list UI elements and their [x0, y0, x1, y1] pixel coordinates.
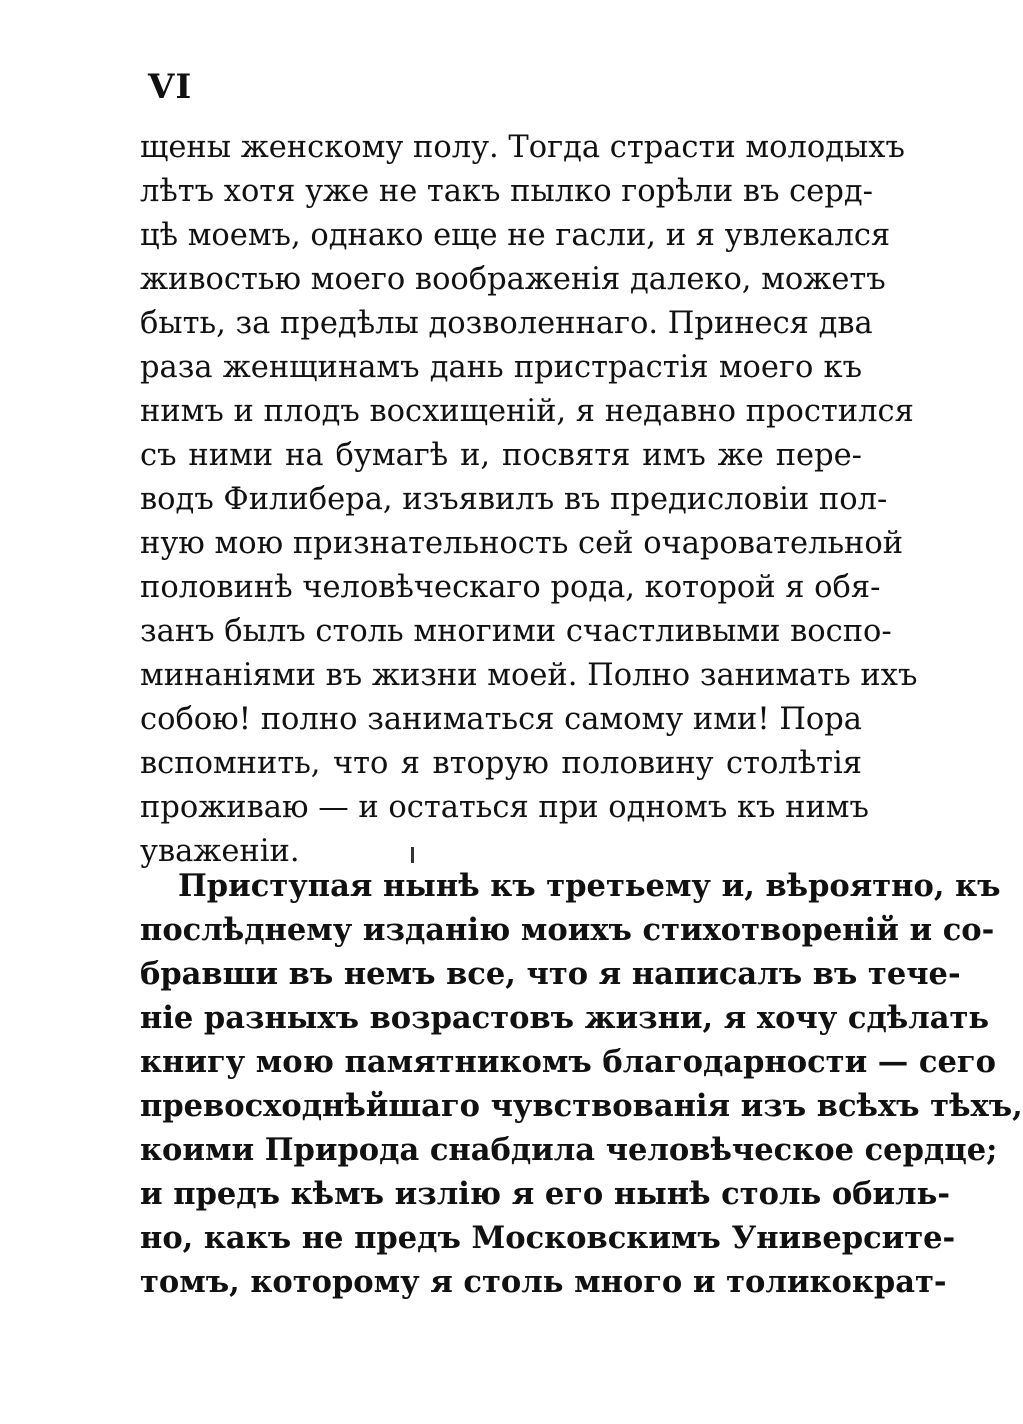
text-line: вспомнить, что я вторую половину столѣтія	[140, 746, 862, 781]
text-line: водъ Филибера, изъявилъ въ предисловіи пол-	[140, 482, 888, 517]
print-mark	[411, 847, 414, 863]
page-number: VI	[148, 67, 193, 107]
text-line: ную мою признательность сей очаровательной	[140, 526, 904, 561]
text-line: коими Природа снабдила человѣческое сердце;	[140, 1132, 998, 1168]
paragraph-1	[140, 126, 918, 874]
text-line: съ ними на бумагѣ и, посвятя имъ же пере-	[140, 438, 862, 473]
text-line: бравши въ немъ все, что я написалъ въ тече-	[140, 956, 961, 992]
text-line: нимъ и плодъ восхищеній, я недавно простился	[140, 394, 914, 429]
text-line: цѣ моемъ, однако еще не гасли, и я увлекался	[140, 218, 891, 253]
text-line: послѣднему изданію моихъ стихотвореній и со-	[140, 912, 995, 948]
text-line: лѣтъ хотя уже не такъ пылко горѣли въ серд-	[140, 174, 873, 209]
text-line: томъ, которому я столь много и толикократ-	[140, 1264, 947, 1300]
text-line: уваженіи.	[140, 834, 300, 869]
text-line: щены женскому полу. Тогда страсти молодыхъ	[140, 130, 905, 165]
text-line: живостью моего воображенія далеко, можетъ	[140, 262, 886, 297]
text-line: и предъ кѣмъ излію я его нынѣ столь обиль-	[140, 1176, 950, 1212]
text-line: превосходнѣйшаго чувствованія изъ всѣхъ тѣхъ,	[140, 1088, 1023, 1124]
text-line: но, какъ не предъ Московскимъ Университе-	[140, 1220, 956, 1256]
text-line: минаніями въ жизни моей. Полно занимать ихъ	[140, 658, 918, 693]
text-line: собою! полно заниматься самому ими! Пора	[140, 702, 862, 737]
text-line: половинѣ человѣческаго рода, которой я обя-	[140, 570, 881, 605]
text-line: проживаю — и остаться при одномъ къ нимъ	[140, 790, 869, 825]
paragraph-2	[140, 864, 1023, 1304]
text-line: занъ былъ столь многими счастливыми воспо-	[140, 614, 892, 649]
text-line: книгу мою памятникомъ благодарности — сего	[140, 1044, 996, 1080]
text-line: раза женщинамъ дань пристрастія моего къ	[140, 350, 862, 385]
text-line: ніе разныхъ возрастовъ жизни, я хочу сдѣлать	[140, 1000, 990, 1036]
text-line: быть, за предѣлы дозволеннаго. Принеся два	[140, 306, 873, 341]
text-line: Приступая нынѣ къ третьему и, вѣроятно, къ	[178, 868, 1001, 904]
